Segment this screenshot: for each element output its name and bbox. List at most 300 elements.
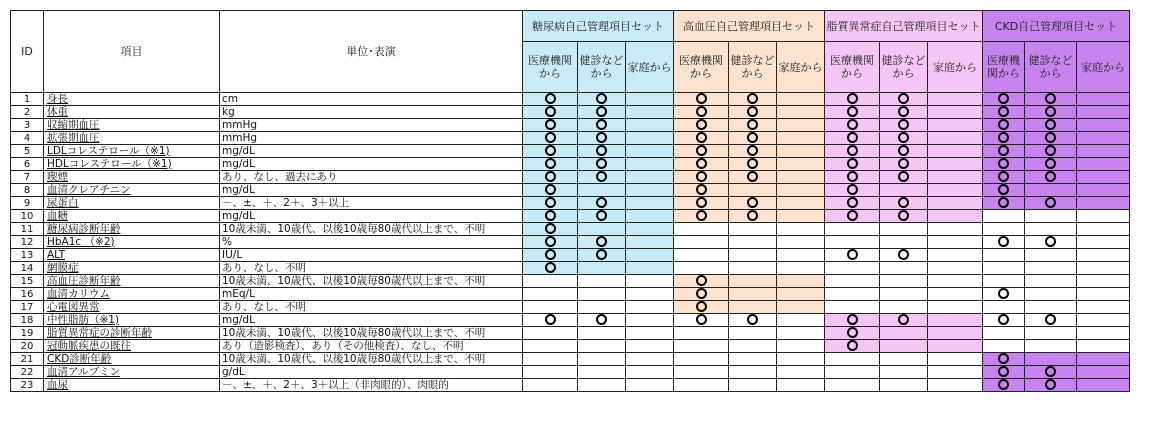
unit-cell: mmHg	[220, 132, 523, 145]
unit-cell: %	[220, 236, 523, 249]
unit-cell: mg/dL	[220, 158, 523, 171]
lipid-home-cell	[928, 210, 983, 223]
lipid-medical-cell	[825, 366, 880, 379]
ckd-checkup-cell	[1025, 184, 1077, 197]
hypertension-checkup-cell	[729, 210, 777, 223]
hypertension-medical-cell	[674, 158, 729, 171]
lipid-checkup-cell	[880, 288, 928, 301]
ckd-home-cell	[1077, 223, 1130, 236]
circle-mark-icon	[545, 210, 556, 221]
circle-mark-icon	[898, 158, 909, 169]
hypertension-home-cell	[777, 145, 825, 158]
hypertension-medical-cell	[674, 197, 729, 210]
diabetes-home-cell	[626, 106, 674, 119]
diabetes-home-cell	[626, 223, 674, 236]
diabetes-medical-cell	[523, 327, 578, 340]
circle-mark-icon	[596, 171, 607, 182]
row-id-cell: 2	[11, 106, 44, 119]
item-name-cell: 中性脂肪（※1)	[44, 314, 220, 327]
circle-mark-icon	[1045, 132, 1056, 143]
hypertension-medical-cell	[674, 132, 729, 145]
circle-mark-icon	[1045, 236, 1056, 247]
item-name-cell: 血糖	[44, 210, 220, 223]
row-id-cell: 18	[11, 314, 44, 327]
hypertension-checkup-cell	[729, 132, 777, 145]
item-name-cell: 血清クレアチニン	[44, 184, 220, 197]
circle-mark-icon	[898, 210, 909, 221]
circle-mark-icon	[1045, 145, 1056, 156]
lipid-medical-cell	[825, 288, 880, 301]
table-row	[11, 262, 1130, 275]
diabetes-home-cell	[626, 379, 674, 392]
lipid-medical-cell	[825, 236, 880, 249]
hypertension-checkup-cell	[729, 184, 777, 197]
lipid-medical-cell	[825, 184, 880, 197]
table-row	[11, 171, 1130, 184]
diabetes-checkup-cell	[578, 327, 626, 340]
circle-mark-icon	[545, 223, 556, 234]
self-management-item-table	[10, 10, 1130, 392]
ckd-medical-cell	[983, 301, 1025, 314]
diabetes-home-cell	[626, 249, 674, 262]
hypertension-medical-cell	[674, 327, 729, 340]
diabetes-checkup-cell	[578, 340, 626, 353]
hypertension-checkup-cell	[729, 197, 777, 210]
lipid-home-cell	[928, 275, 983, 288]
circle-mark-icon	[545, 171, 556, 182]
lipid-medical-cell	[825, 223, 880, 236]
table-row	[11, 327, 1130, 340]
lipid-home-cell	[928, 249, 983, 262]
hypertension-home-cell	[777, 262, 825, 275]
hypertension-home-cell	[777, 119, 825, 132]
diabetes-medical-cell	[523, 132, 578, 145]
ckd-medical-cell	[983, 340, 1025, 353]
unit-cell: mmHg	[220, 119, 523, 132]
ckd-checkup-cell	[1025, 223, 1077, 236]
circle-mark-icon	[545, 249, 556, 260]
lipid-home-cell	[928, 184, 983, 197]
circle-mark-icon	[898, 197, 909, 208]
diabetes-checkup-cell	[578, 223, 626, 236]
hypertension-checkup-cell	[729, 93, 777, 106]
circle-mark-icon	[596, 145, 607, 156]
circle-mark-icon	[545, 236, 556, 247]
circle-mark-icon	[596, 93, 607, 104]
lipid-medical-cell	[825, 210, 880, 223]
diabetes-home-cell	[626, 366, 674, 379]
circle-mark-icon	[545, 106, 556, 117]
ckd-medical-cell	[983, 119, 1025, 132]
circle-mark-icon	[545, 262, 556, 273]
circle-mark-icon	[747, 197, 758, 208]
diabetes-checkup-cell	[578, 158, 626, 171]
row-id-cell: 16	[11, 288, 44, 301]
diabetes-medical-header: 医療機関から	[523, 42, 578, 93]
circle-mark-icon	[747, 106, 758, 117]
ckd-home-cell	[1077, 288, 1130, 301]
circle-mark-icon	[1045, 119, 1056, 130]
lipid-checkup-cell	[880, 197, 928, 210]
circle-mark-icon	[847, 158, 858, 169]
lipid-home-cell	[928, 340, 983, 353]
circle-mark-icon	[545, 132, 556, 143]
circle-mark-icon	[696, 197, 707, 208]
circle-mark-icon	[898, 132, 909, 143]
diabetes-medical-cell	[523, 93, 578, 106]
lipid-checkup-cell	[880, 236, 928, 249]
hypertension-checkup-cell	[729, 275, 777, 288]
diabetes-medical-cell	[523, 197, 578, 210]
diabetes-checkup-cell	[578, 106, 626, 119]
hypertension-medical-cell	[674, 249, 729, 262]
circle-mark-icon	[696, 106, 707, 117]
lipid-checkup-cell	[880, 275, 928, 288]
lipid-home-cell	[928, 301, 983, 314]
ckd-medical-cell	[983, 353, 1025, 366]
ckd-home-cell	[1077, 158, 1130, 171]
diabetes-checkup-cell	[578, 262, 626, 275]
unit-cell: mg/dL	[220, 210, 523, 223]
table-row	[11, 249, 1130, 262]
ckd-checkup-cell	[1025, 275, 1077, 288]
circle-mark-icon	[696, 184, 707, 195]
row-id-cell: 4	[11, 132, 44, 145]
table-row	[11, 184, 1130, 197]
table-row	[11, 379, 1130, 392]
hypertension-home-cell	[777, 210, 825, 223]
circle-mark-icon	[898, 119, 909, 130]
item-name-cell: 拡張期血圧	[44, 132, 220, 145]
lipid-medical-cell	[825, 301, 880, 314]
unit-cell: 10歳未満、10歳代、以後10歳毎80歳代以上まで、不明	[220, 327, 523, 340]
unit-cell: あり、なし、不明	[220, 301, 523, 314]
unit-cell: －、±、＋、2＋、3＋以上	[220, 197, 523, 210]
ckd-medical-cell	[983, 145, 1025, 158]
circle-mark-icon	[898, 171, 909, 182]
diabetes-checkup-cell	[578, 314, 626, 327]
ckd-home-cell	[1077, 275, 1130, 288]
ckd-home-cell	[1077, 184, 1130, 197]
hypertension-medical-cell	[674, 119, 729, 132]
lipid-checkup-cell	[880, 171, 928, 184]
diabetes-home-cell	[626, 327, 674, 340]
circle-mark-icon	[596, 236, 607, 247]
hypertension-medical-cell	[674, 223, 729, 236]
unit-cell: あり（造影検査）、あり（その他検査）、なし、不明	[220, 340, 523, 353]
item-name-cell: 収縮期血圧	[44, 119, 220, 132]
row-id-cell: 17	[11, 301, 44, 314]
item-name-cell: 喫煙	[44, 171, 220, 184]
hypertension-home-cell	[777, 379, 825, 392]
circle-mark-icon	[847, 171, 858, 182]
lipid-checkup-cell	[880, 327, 928, 340]
circle-mark-icon	[696, 288, 707, 299]
row-id-cell: 3	[11, 119, 44, 132]
ckd-home-cell	[1077, 119, 1130, 132]
lipid-home-cell	[928, 327, 983, 340]
ckd-checkup-cell	[1025, 379, 1077, 392]
diabetes-home-cell	[626, 132, 674, 145]
circle-mark-icon	[998, 353, 1009, 364]
hypertension-medical-cell	[674, 301, 729, 314]
circle-mark-icon	[545, 314, 556, 325]
ckd-medical-cell	[983, 184, 1025, 197]
circle-mark-icon	[998, 132, 1009, 143]
ckd-home-cell	[1077, 249, 1130, 262]
ckd-home-cell	[1077, 106, 1130, 119]
item-name-cell: LDLコレステロール（※1)	[44, 145, 220, 158]
circle-mark-icon	[545, 158, 556, 169]
table-row	[11, 106, 1130, 119]
ckd-medical-cell	[983, 288, 1025, 301]
lipid-checkup-cell	[880, 262, 928, 275]
lipid-home-cell	[928, 106, 983, 119]
circle-mark-icon	[696, 145, 707, 156]
item-name-cell: 糖尿病診断年齢	[44, 223, 220, 236]
row-id-cell: 12	[11, 236, 44, 249]
circle-mark-icon	[998, 106, 1009, 117]
hypertension-home-cell	[777, 158, 825, 171]
ckd-home-cell	[1077, 314, 1130, 327]
circle-mark-icon	[847, 340, 858, 351]
hypertension-checkup-cell	[729, 379, 777, 392]
hypertension-checkup-cell	[729, 236, 777, 249]
hypertension-medical-cell	[674, 314, 729, 327]
hypertension-checkup-cell	[729, 366, 777, 379]
circle-mark-icon	[998, 379, 1009, 390]
item-header: 項目	[44, 11, 220, 93]
circle-mark-icon	[596, 314, 607, 325]
hypertension-set-header: 高血圧自己管理項目セット	[674, 11, 825, 42]
lipid-home-cell	[928, 236, 983, 249]
ckd-checkup-cell	[1025, 366, 1077, 379]
circle-mark-icon	[1045, 197, 1056, 208]
diabetes-medical-cell	[523, 171, 578, 184]
hypertension-medical-cell	[674, 275, 729, 288]
data-table-container	[10, 10, 1130, 392]
circle-mark-icon	[898, 93, 909, 104]
item-name-cell: 心電図異常	[44, 301, 220, 314]
ckd-medical-cell	[983, 236, 1025, 249]
diabetes-medical-cell	[523, 184, 578, 197]
ckd-home-cell	[1077, 353, 1130, 366]
hypertension-checkup-cell	[729, 171, 777, 184]
lipid-home-cell	[928, 288, 983, 301]
diabetes-checkup-cell	[578, 119, 626, 132]
lipid-home-header: 家庭から	[928, 42, 983, 93]
ckd-medical-cell	[983, 210, 1025, 223]
ckd-home-cell	[1077, 132, 1130, 145]
circle-mark-icon	[998, 314, 1009, 325]
lipid-medical-cell	[825, 171, 880, 184]
diabetes-checkup-cell	[578, 145, 626, 158]
table-row	[11, 197, 1130, 210]
hypertension-checkup-cell	[729, 327, 777, 340]
ckd-medical-cell	[983, 93, 1025, 106]
diabetes-medical-cell	[523, 158, 578, 171]
hypertension-medical-cell	[674, 106, 729, 119]
diabetes-home-cell	[626, 171, 674, 184]
lipid-checkup-cell	[880, 145, 928, 158]
hypertension-checkup-cell	[729, 158, 777, 171]
row-id-cell: 22	[11, 366, 44, 379]
lipid-medical-cell	[825, 132, 880, 145]
circle-mark-icon	[847, 93, 858, 104]
hypertension-checkup-cell	[729, 223, 777, 236]
lipid-home-cell	[928, 93, 983, 106]
lipid-checkup-header: 健診などから	[880, 42, 928, 93]
lipid-home-cell	[928, 379, 983, 392]
item-name-cell: 体重	[44, 106, 220, 119]
item-name-cell: CKD診断年齢	[44, 353, 220, 366]
unit-cell: cm	[220, 93, 523, 106]
unit-cell: 10歳未満、10歳代、以後10歳毎80歳代以上まで、不明	[220, 223, 523, 236]
ckd-checkup-cell	[1025, 106, 1077, 119]
circle-mark-icon	[545, 93, 556, 104]
diabetes-home-cell	[626, 236, 674, 249]
ckd-checkup-cell	[1025, 236, 1077, 249]
unit-cell: IU/L	[220, 249, 523, 262]
diabetes-checkup-cell	[578, 132, 626, 145]
lipid-checkup-cell	[880, 210, 928, 223]
lipid-medical-cell	[825, 379, 880, 392]
circle-mark-icon	[696, 119, 707, 130]
hypertension-checkup-header: 健診などから	[729, 42, 777, 93]
circle-mark-icon	[596, 249, 607, 260]
ckd-medical-cell	[983, 327, 1025, 340]
hypertension-home-cell	[777, 340, 825, 353]
ckd-checkup-cell	[1025, 158, 1077, 171]
diabetes-home-cell	[626, 314, 674, 327]
circle-mark-icon	[596, 197, 607, 208]
ckd-checkup-cell	[1025, 353, 1077, 366]
circle-mark-icon	[847, 210, 858, 221]
hypertension-home-cell	[777, 353, 825, 366]
ckd-medical-cell	[983, 262, 1025, 275]
circle-mark-icon	[1045, 106, 1056, 117]
diabetes-home-cell	[626, 119, 674, 132]
hypertension-checkup-cell	[729, 106, 777, 119]
circle-mark-icon	[747, 171, 758, 182]
ckd-checkup-cell	[1025, 249, 1077, 262]
diabetes-home-cell	[626, 340, 674, 353]
lipid-medical-cell	[825, 158, 880, 171]
circle-mark-icon	[998, 236, 1009, 247]
circle-mark-icon	[747, 132, 758, 143]
lipid-set-header: 脂質異常症自己管理項目セット	[825, 11, 983, 42]
diabetes-home-cell	[626, 197, 674, 210]
row-id-cell: 9	[11, 197, 44, 210]
circle-mark-icon	[847, 132, 858, 143]
ckd-home-cell	[1077, 379, 1130, 392]
circle-mark-icon	[696, 171, 707, 182]
lipid-home-cell	[928, 171, 983, 184]
hypertension-medical-header: 医療機関から	[674, 42, 729, 93]
row-id-cell: 10	[11, 210, 44, 223]
circle-mark-icon	[696, 158, 707, 169]
circle-mark-icon	[747, 314, 758, 325]
diabetes-checkup-cell	[578, 353, 626, 366]
ckd-set-header: CKD自己管理項目セット	[983, 11, 1130, 42]
ckd-medical-cell	[983, 197, 1025, 210]
hypertension-medical-cell	[674, 288, 729, 301]
row-id-cell: 1	[11, 93, 44, 106]
hypertension-checkup-cell	[729, 262, 777, 275]
diabetes-checkup-cell	[578, 288, 626, 301]
hypertension-checkup-cell	[729, 288, 777, 301]
unit-cell: －、±、＋、2＋、3＋以上（非肉眼的）、肉眼的	[220, 379, 523, 392]
circle-mark-icon	[1045, 379, 1056, 390]
ckd-home-cell	[1077, 210, 1130, 223]
ckd-home-cell	[1077, 340, 1130, 353]
circle-mark-icon	[696, 275, 707, 286]
diabetes-home-header: 家庭から	[626, 42, 674, 93]
row-id-cell: 11	[11, 223, 44, 236]
diabetes-medical-cell	[523, 379, 578, 392]
circle-mark-icon	[596, 210, 607, 221]
diabetes-medical-cell	[523, 301, 578, 314]
diabetes-set-header: 糖尿病自己管理項目セット	[523, 11, 674, 42]
table-row	[11, 145, 1130, 158]
ckd-checkup-cell	[1025, 197, 1077, 210]
row-id-cell: 23	[11, 379, 44, 392]
circle-mark-icon	[696, 314, 707, 325]
ckd-medical-cell	[983, 314, 1025, 327]
ckd-checkup-cell	[1025, 327, 1077, 340]
table-body	[11, 93, 1130, 392]
hypertension-home-cell	[777, 132, 825, 145]
circle-mark-icon	[847, 327, 858, 338]
hypertension-home-cell	[777, 93, 825, 106]
table-row	[11, 158, 1130, 171]
ckd-checkup-header: 健診などから	[1025, 42, 1077, 93]
row-id-cell: 15	[11, 275, 44, 288]
circle-mark-icon	[545, 184, 556, 195]
table-row	[11, 275, 1130, 288]
diabetes-home-cell	[626, 210, 674, 223]
diabetes-medical-cell	[523, 119, 578, 132]
diabetes-medical-cell	[523, 145, 578, 158]
hypertension-medical-cell	[674, 340, 729, 353]
lipid-checkup-cell	[880, 366, 928, 379]
diabetes-medical-cell	[523, 210, 578, 223]
diabetes-medical-cell	[523, 314, 578, 327]
item-name-cell: HbA1c （※2)	[44, 236, 220, 249]
ckd-medical-cell	[983, 158, 1025, 171]
ckd-home-cell	[1077, 301, 1130, 314]
hypertension-home-cell	[777, 275, 825, 288]
item-name-cell: 身長	[44, 93, 220, 106]
diabetes-medical-cell	[523, 249, 578, 262]
circle-mark-icon	[847, 314, 858, 325]
diabetes-checkup-cell	[578, 197, 626, 210]
lipid-medical-cell	[825, 93, 880, 106]
row-id-cell: 8	[11, 184, 44, 197]
hypertension-home-cell	[777, 171, 825, 184]
table-row	[11, 301, 1130, 314]
diabetes-medical-cell	[523, 275, 578, 288]
ckd-checkup-cell	[1025, 171, 1077, 184]
circle-mark-icon	[898, 314, 909, 325]
hypertension-home-cell	[777, 106, 825, 119]
lipid-medical-cell	[825, 106, 880, 119]
lipid-checkup-cell	[880, 249, 928, 262]
diabetes-checkup-cell	[578, 93, 626, 106]
row-id-cell: 21	[11, 353, 44, 366]
lipid-checkup-cell	[880, 223, 928, 236]
ckd-medical-cell	[983, 132, 1025, 145]
